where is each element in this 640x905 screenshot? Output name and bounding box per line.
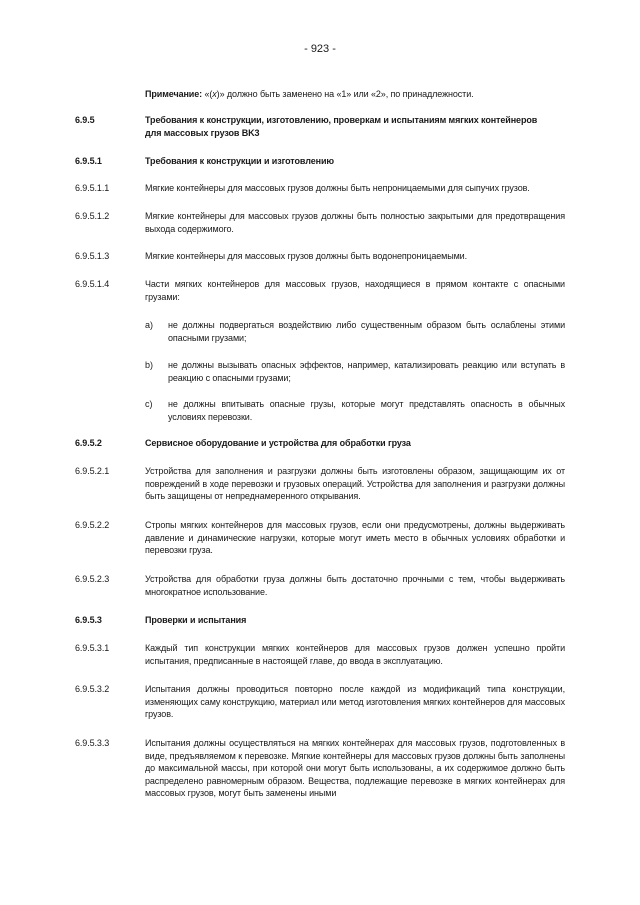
list-item: не должны подвергаться воздействию либо существенным образом быть ослаблены этими опасными грузами; [168,320,565,343]
paragraph-text: Части мягких контейнеров для массовых грузов, находящиеся в прямом контакте с опасными грузами: [145,279,565,302]
paragraph-number: 6.9.5.1.2 [75,211,110,221]
paragraph-number: 6.9.5.1.3 [75,251,110,261]
list-item-marker: c) [145,399,153,409]
section-number: 6.9.5.3 [75,615,102,625]
page-number: - 923 - [304,43,336,55]
section-number: 6.9.5.2 [75,438,102,448]
paragraph-number: 6.9.5.3.3 [75,738,110,748]
note: Примечание: «(x)» должно быть заменено на «1» или «2», по принадлежности. [145,89,474,99]
section-number: 6.9.5.1 [75,156,102,166]
paragraph-number: 6.9.5.1.4 [75,279,110,289]
paragraph-text: Каждый тип конструкции мягких контейнеров для массовых грузов должен успешно пройти испытания, предписанные в настоящей главе, до ввода в эксплуатацию. [145,643,565,666]
note-label: Примечание: [145,89,203,99]
list-item-marker: a) [145,320,154,330]
paragraph-text: Устройства для заполнения и разгрузки должны быть изготовлены образом, защищающим их от повреждений в ходе перевозки и грузовых операций. Устройства для заполнения и разгрузки должны быть защищены от непреднамеренного открывания. [145,466,565,501]
paragraph-text: Устройства для обработки груза должны быть достаточно прочными с тем, чтобы выдерживать многократное использование. [145,574,565,597]
section-heading: Проверки и испытания [145,615,247,625]
paragraph-text: Стропы мягких контейнеров для массовых грузов, если они предусмотрены, должны выдерживать давление и динамические нагрузки, которые могут иметь место в обычных условиях обработки и перевозки груза. [145,520,565,555]
paragraph-number: 6.9.5.2.1 [75,466,110,476]
section-heading: Требования к конструкции, изготовлению, проверкам и испытаниям мягких контейнеров для массовых грузов BK3 [145,115,538,138]
section-heading: Требования к конструкции и изготовлению [145,156,334,166]
section-number: 6.9.5 [75,115,95,125]
list-item-marker: b) [145,360,154,370]
paragraph-number: 6.9.5.2.2 [75,520,110,530]
section-heading: Сервисное оборудование и устройства для обработки груза [145,438,411,448]
paragraph-text: Мягкие контейнеры для массовых грузов должны быть полностью закрытыми для предотвращения выхода содержимого. [145,211,565,234]
paragraph-number: 6.9.5.2.3 [75,574,110,584]
paragraph-number: 6.9.5.1.1 [75,183,110,193]
paragraph-text: Испытания должны осуществляться на мягких контейнерах для массовых грузов, подготовленных в виде, предъявляемом к перевозке. Мягкие контейнеры для массовых грузов должны быть заполнены до максимальной массы, при которой они могут быть использованы, а их содержимое должно быть распределено равномерным образом. Вещества, подлежащие перевозке в мягких контейнерах для массовых грузов, могут быть заменены иными [145,738,565,798]
paragraph-number: 6.9.5.3.2 [75,684,110,694]
list-item: не должны впитывать опасные грузы, которые могут представлять опасность в обычных условиях перевозки. [168,399,565,422]
paragraph-text: Мягкие контейнеры для массовых грузов должны быть непроницаемыми для сыпучих грузов. [145,183,530,193]
list-item: не должны вызывать опасных эффектов, например, катализировать реакцию или вступать в реакцию с опасными грузами; [168,360,565,383]
paragraph-number: 6.9.5.3.1 [75,643,110,653]
paragraph-text: Мягкие контейнеры для массовых грузов должны быть водонепроницаемыми. [145,251,468,261]
paragraph-text: Испытания должны проводиться повторно после каждой из модификаций типа конструкции, изменяющих саму конструкцию, материал или метод изготовления мягких контейнеров для массовых грузов. [145,684,565,719]
